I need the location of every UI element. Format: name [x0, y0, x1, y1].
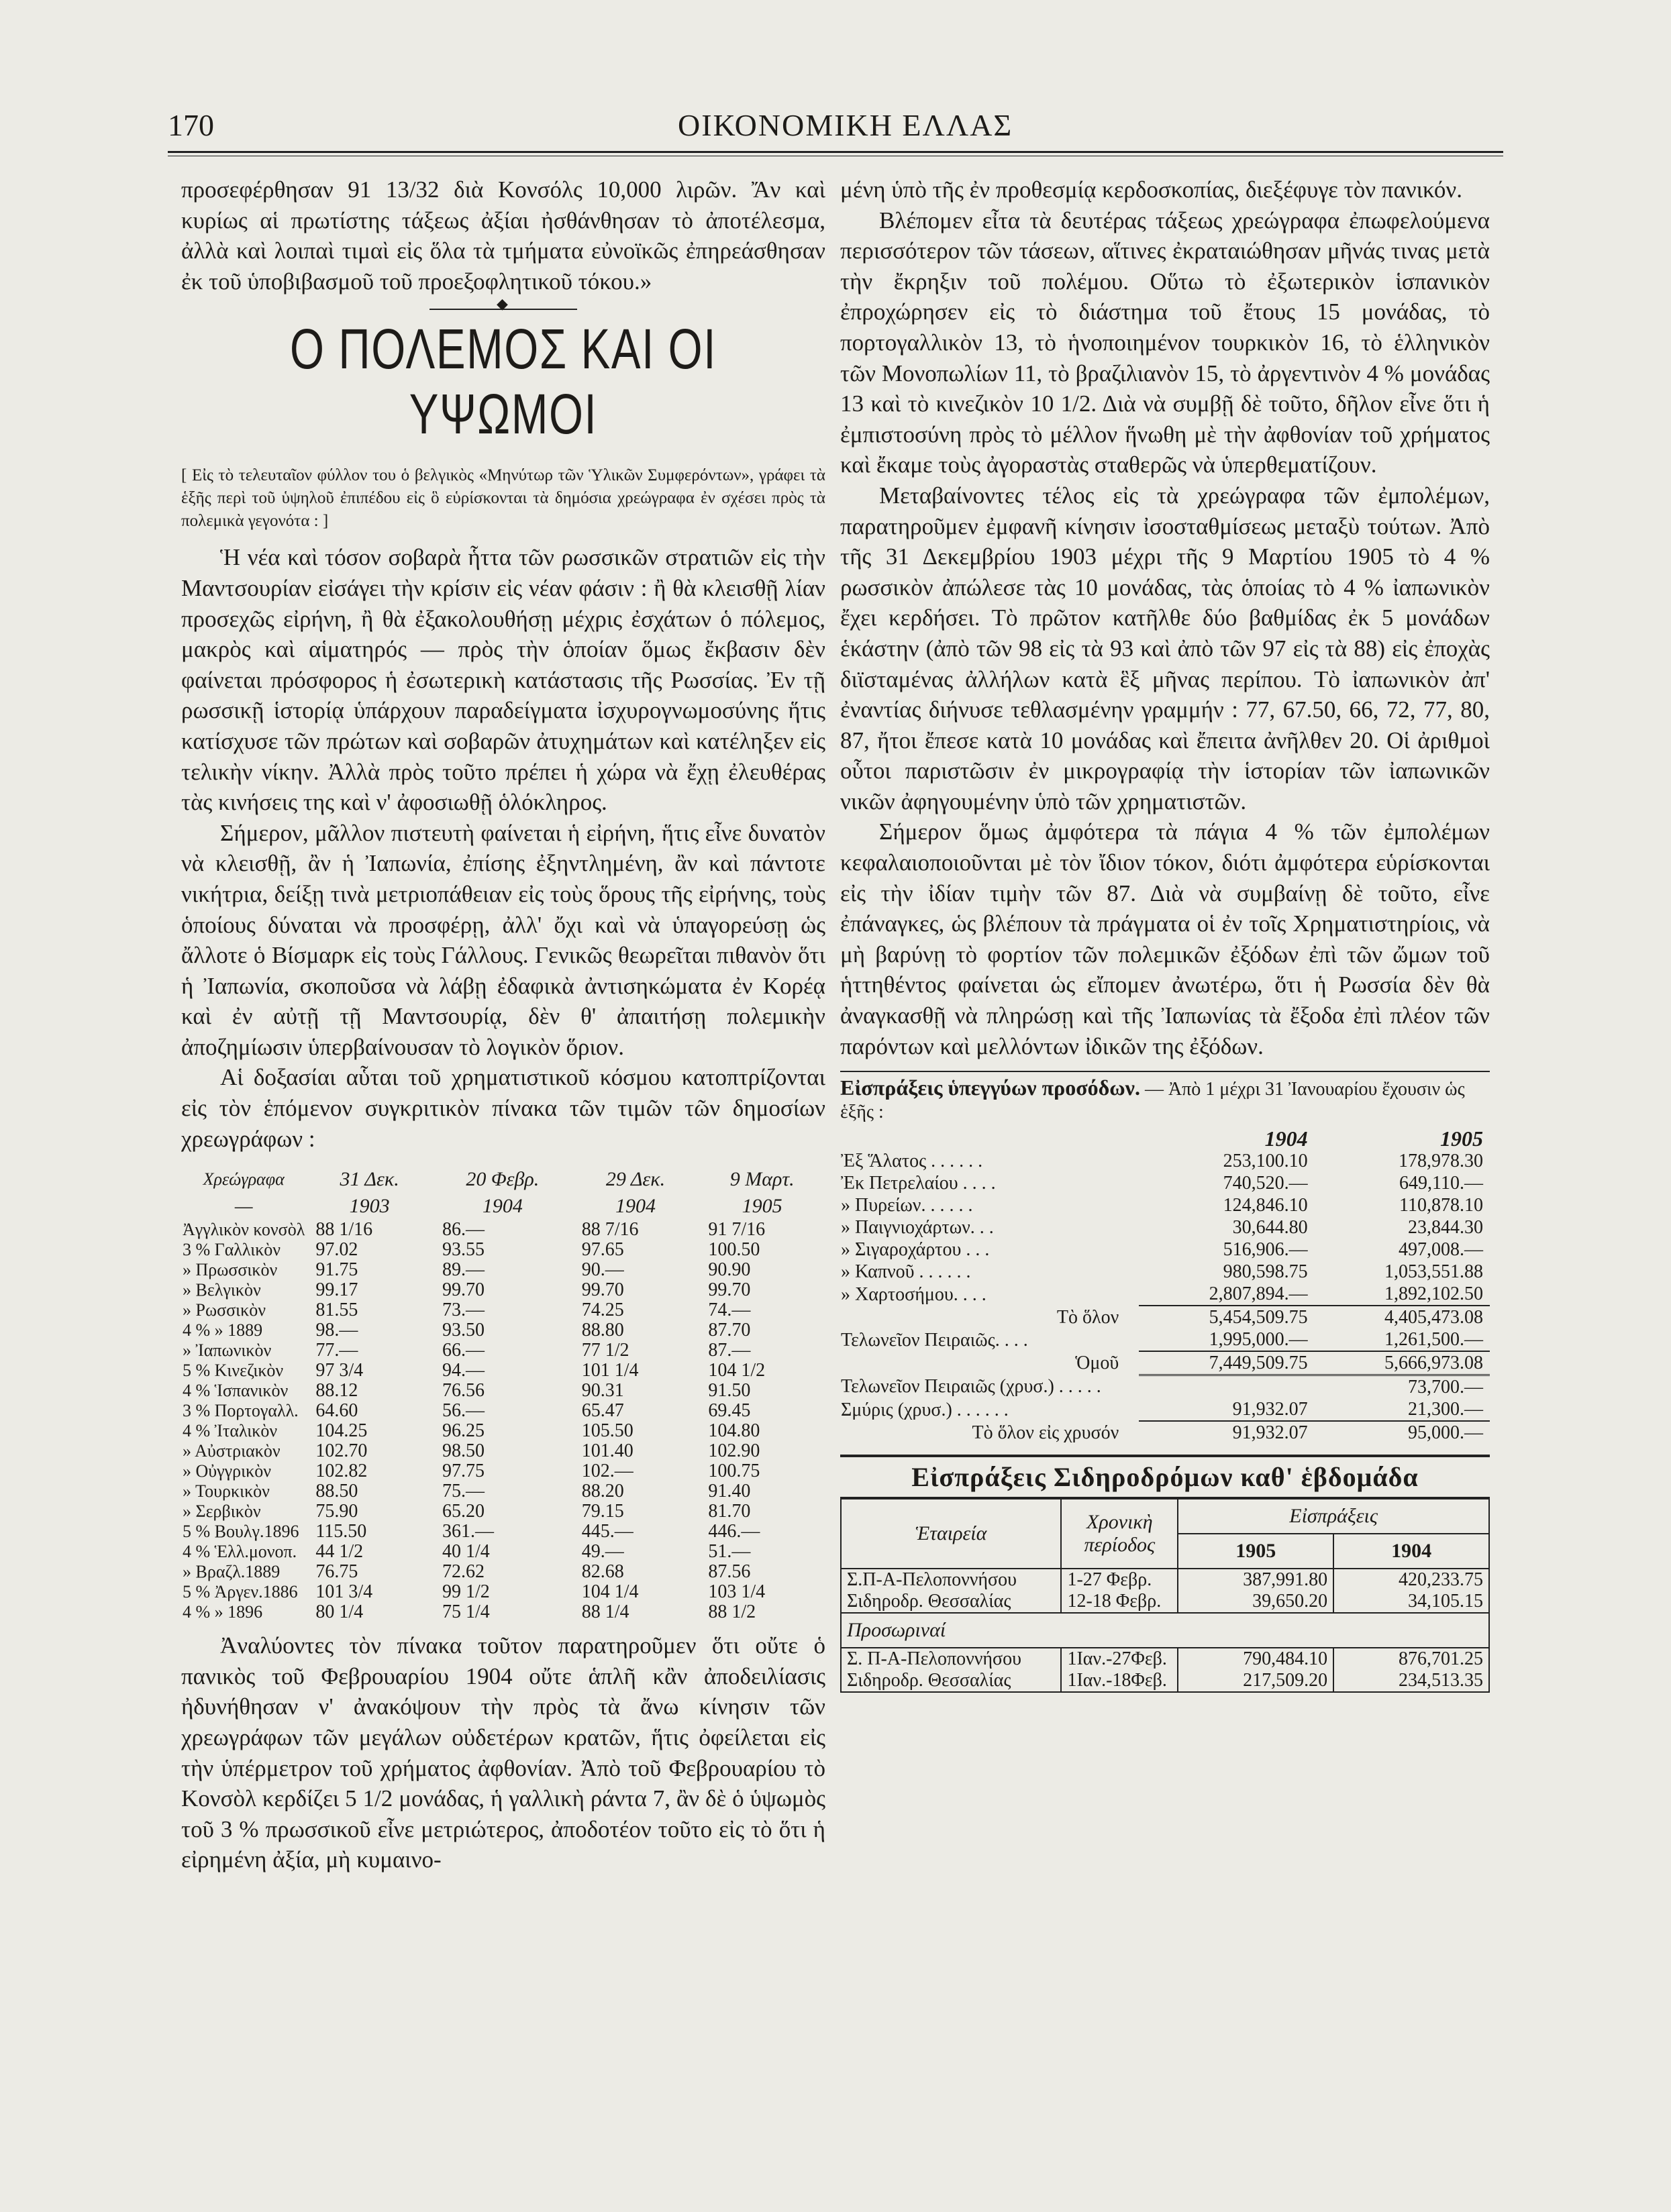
bond-price: 93.50: [442, 1320, 485, 1341]
gold-item: Τελωνεῖον Πειραιῶς (χρυσ.) . . . . .: [841, 1376, 1101, 1398]
railway-col-company: Ἑταιρεία: [841, 1499, 1061, 1569]
table-row: [840, 1216, 1490, 1239]
railway-table: [840, 1498, 1490, 1693]
revenue-value: 649,110.—: [1399, 1173, 1483, 1194]
gold-item: Σμύρις (χρυσ.) . . . . . .: [841, 1399, 1009, 1420]
revenue-value: 980,598.75: [1223, 1261, 1308, 1283]
bond-name: 3 % Πορτογαλλ.: [183, 1401, 299, 1421]
intro-paragraph: προσεφέρθησαν 91 13/32 διὰ Κονσόλς 10,000 λιρῶν. Ἄν καὶ κυρίως αἱ πρωτίστης τάξεως ἀξίαι ἠσθάνθησαν τὸ ἀποτέλεσμα, ἀλλὰ καὶ λοιπαὶ τιμαὶ εἰς ὅλα τὰ τμήματα εὐνοϊκῶς ἐπηρεάσθησαν ἐκ τοῦ ὑποβιβασμοῦ τοῦ προεξοφλητικοῦ τόκου.»: [181, 176, 825, 295]
revenue-value: 110,878.10: [1399, 1195, 1483, 1216]
bond-price: 90.31: [581, 1380, 624, 1402]
table-row: [840, 1194, 1490, 1216]
paragraph-3: Αἱ δοξασίαι αὗται τοῦ χρηματιστικοῦ κόσμου κατοπτρίζονται εἰς τὸν ἑπόμενον συγκριτικὸν πίνακα τῶν τιμῶν τῶν δημοσίων χρεωγράφων :: [181, 1064, 825, 1152]
bond-price: 88 1/2: [708, 1601, 756, 1623]
bond-name: » Οὐγγρικὸν: [183, 1461, 271, 1481]
railway-receipt: 876,701.25: [1333, 1648, 1489, 1670]
bond-price: 103 1/4: [708, 1581, 766, 1603]
bond-name: 5 % Ἀργεν.1886: [183, 1582, 298, 1602]
bond-price: 91 7/16: [708, 1219, 766, 1241]
revenue-value: 124,846.10: [1223, 1195, 1308, 1216]
bond-price: 105.50: [581, 1420, 634, 1442]
railway-receipt: 39,650.20: [1178, 1591, 1333, 1613]
railway-receipt: 790,484.10: [1178, 1648, 1333, 1670]
bond-price: 91.75: [315, 1259, 358, 1281]
railway-company: Σιδηροδρ. Θεσσαλίας: [841, 1591, 1061, 1613]
bond-price: 90.—: [581, 1259, 624, 1281]
railway-col-period: Χρονικὴ περίοδος: [1061, 1499, 1178, 1569]
bond-name: 4 % Ἱσπανικὸν: [183, 1381, 289, 1401]
bond-price: 96.25: [442, 1420, 485, 1442]
bond-price: 100.75: [708, 1461, 760, 1482]
railway-col-receipts: Εἰσπράξεις: [1178, 1499, 1489, 1534]
bond-price: 102.90: [708, 1440, 760, 1462]
revenue-value: 1,053,551.88: [1384, 1261, 1483, 1283]
bond-price: 40 1/4: [442, 1541, 490, 1563]
bond-price: 76.75: [315, 1561, 358, 1583]
bond-price: 88 7/16: [581, 1219, 639, 1241]
table-row: [181, 1381, 825, 1401]
bond-price: 100.50: [708, 1239, 760, 1261]
bond-price: 65.20: [442, 1501, 485, 1522]
revenue-rows: [840, 1150, 1490, 1306]
bond-price: 88.50: [315, 1481, 358, 1502]
bond-price: 89.—: [442, 1259, 485, 1281]
bond-name: » Τουρκικὸν: [183, 1481, 270, 1502]
table-row: [841, 1648, 1489, 1670]
table-row: [181, 1502, 825, 1522]
bond-name: Ἀγγλικὸν κονσὸλ: [183, 1220, 305, 1240]
bond-price: 79.15: [581, 1501, 624, 1522]
bond-price: 64.60: [315, 1400, 358, 1422]
bond-price: 49.—: [581, 1541, 624, 1563]
railway-provisional-rows: [841, 1648, 1489, 1692]
revenue-value: 740,520.—: [1223, 1173, 1308, 1194]
table-row: [181, 1320, 825, 1340]
gold-total: 91,932.07: [1139, 1421, 1314, 1444]
bond-name: » Ἰαπωνικὸν: [183, 1340, 272, 1361]
table-row: [181, 1260, 825, 1280]
bond-price: 51.—: [708, 1541, 751, 1563]
table-row: [841, 1591, 1489, 1613]
revenue-value: 497,008.—: [1399, 1239, 1483, 1261]
paragraph-1: Ἡ νέα καὶ τόσον σοβαρὰ ἧττα τῶν ρωσσικῶν στρατιῶν εἰς τὴν Μαντσουρίαν εἰσάγει τὴν κρίσιν εἰς νέαν φάσιν : ἢ θὰ κλεισθῇ λίαν προσεχῶς εἰρήνη, ἢ θὰ ἐξακολουθήσῃ μέχρις ἐσχάτων ὁ πόλεμος, μακρὸς καὶ αἱματηρός — πρὸς τὴν ὁποίαν ὅμως ἔκβασιν δὲν φαίνεται πρόσφορος ἡ ἐσωτερικὴ κατάστασις τῆς Ρωσσίας. Ἐν τῇ ρωσσικῇ ἱστορίᾳ ὑπάρχουν παραδείγματα ἰσχυρογνωμοσύνης ἥτις κατίσχυσε τῶν πρώτων καὶ σοβαρῶν ἀτυχημάτων καὶ κατέληξεν εἰς τελικὴν νίκην. Ἀλλὰ πρὸς τοῦτο πρέπει ἡ χώρα νὰ ἔχῃ ἐλευθέρας τὰς κινήσεις της καὶ ν' ἀφοσιωθῇ ὁλόκληρος.: [181, 544, 825, 816]
table-row: [841, 1670, 1489, 1692]
bond-price: 102.82: [315, 1461, 368, 1482]
piraeus-value: 1,995,000.—: [1209, 1329, 1308, 1351]
bond-name: » Βραζλ.1889: [183, 1562, 281, 1582]
bond-price: 73.—: [442, 1300, 485, 1321]
railway-period: 12-18 Φεβρ.: [1061, 1591, 1178, 1613]
bond-price: 97 3/4: [315, 1360, 364, 1381]
revenue-total: 4,405,473.08: [1315, 1306, 1490, 1328]
bond-price: 75 1/4: [442, 1601, 490, 1623]
left-column: [181, 174, 825, 1875]
bond-price: 66.—: [442, 1340, 485, 1361]
col-year: 1904: [482, 1195, 523, 1218]
bond-price: 104 1/2: [708, 1360, 766, 1381]
table-row: [181, 1481, 825, 1502]
bond-price: 88.12: [315, 1380, 358, 1402]
railway-receipt: 420,233.75: [1333, 1569, 1489, 1591]
revenue-item: » Παιγνιοχάρτων. . .: [841, 1217, 994, 1239]
bond-name: » Ρωσσικὸν: [183, 1300, 266, 1320]
bond-name: » Αὐστριακὸν: [183, 1441, 281, 1461]
revenue-section: [840, 1071, 1490, 1444]
paragraph-2: Σήμερον, μᾶλλον πιστευτὴ φαίνεται ἡ εἰρήνη, ἥτις εἶνε δυνατὸν νὰ κλεισθῇ, ἂν ἡ Ἰαπωνία, ἐπίσης ἐξηντλημένη, ἂν καὶ πάντοτε νικήτρια, δείξῃ τινὰ μετριοπάθειαν εἰς τοὺς ὅρους τῆς εἰρήνης, τοὺς ὁποίους δύναται νὰ προσφέρῃ, ἀλλ' ὄχι καὶ νὰ ὑπαγορεύσῃ ὡς ἄλλοτε ὁ Βίσμαρκ εἰς τοὺς Γάλλους. Γενικῶς θεωρεῖται πιθανὸν ὅτι ἡ Ἰαπωνία, σκοποῦσα νὰ λάβῃ ἐδαφικὰ ἀντισηκώματα ἐν Κορέᾳ καὶ ἐν αὐτῇ τῇ Μαντσουρίᾳ, δὲν θ' ἀπαιτήσῃ πολεμικὴν ἀποζημίωσιν ὑπερβαίνουσαν τὸ λογικὸν ὅριον.: [181, 819, 825, 1060]
table-row: [181, 1220, 825, 1240]
bond-price: 80 1/4: [315, 1601, 364, 1623]
bond-price: 65.47: [581, 1400, 624, 1422]
bond-price: 99.70: [708, 1279, 751, 1301]
revenue-item: » Σιγαροχάρτου . . .: [841, 1239, 990, 1261]
table-row: [181, 1300, 825, 1320]
gold-value: 91,932.07: [1232, 1399, 1308, 1420]
bond-price: 87.—: [708, 1340, 751, 1361]
bond-price: 74.—: [708, 1300, 751, 1321]
bond-price: 445.—: [581, 1521, 634, 1542]
bond-name: 5 % Κινεζικὸν: [183, 1361, 284, 1381]
revenue-total-label: Τὸ ὅλον: [1056, 1306, 1119, 1328]
bond-price: 88 1/4: [581, 1601, 629, 1623]
bond-price: 104 1/4: [581, 1581, 639, 1603]
table-row: [840, 1261, 1490, 1283]
bond-price: 104.80: [708, 1420, 760, 1442]
gold-value: 73,700.—: [1408, 1377, 1483, 1398]
bond-name: » Πρωσσικὸν: [183, 1260, 278, 1280]
table-row: [181, 1461, 825, 1481]
railway-receipt: 217,509.20: [1178, 1670, 1333, 1692]
railway-company: Σ. Π-Α-Πελοποννήσου: [841, 1648, 1061, 1670]
bond-price: 102.—: [581, 1461, 634, 1482]
bond-price: 97.75: [442, 1461, 485, 1482]
right-column: [840, 174, 1490, 1693]
table-row: [181, 1240, 825, 1260]
railway-period: 1Ιαν.-27Φεβ.: [1061, 1648, 1178, 1670]
section-separator: [429, 309, 577, 310]
table-row: [840, 1239, 1490, 1261]
revenue-value: 253,100.10: [1223, 1151, 1308, 1172]
revenue-item: » Χαρτοσήμου. . . .: [841, 1283, 986, 1305]
bond-price: 94.—: [442, 1360, 485, 1381]
revenue-subtitle: — Ἀπὸ 1 μέχρι 31 Ἰανουαρίου ἔχουσιν ὡς ἑξῆς :: [840, 1079, 1465, 1123]
table-row: [840, 1398, 1490, 1421]
revenue-item: Ἐκ Πετρελαίου . . . .: [841, 1173, 996, 1194]
bond-price-table: [181, 1166, 825, 1622]
revenue-item: Ἐξ Ἅλατος . . . . . .: [841, 1151, 983, 1172]
gold-rows: [840, 1375, 1490, 1422]
table-row: [181, 1441, 825, 1461]
bond-price: 72.62: [442, 1561, 485, 1583]
article-heading: Ο ΠΟΛΕΜΟΣ ΚΑΙ ΟΙ ΥΨΩΜΟΙ: [290, 317, 717, 446]
bond-name: » Σερβικὸν: [183, 1502, 261, 1522]
railway-year: 1904: [1333, 1534, 1489, 1569]
bond-price: 101 3/4: [315, 1581, 373, 1603]
right-paragraph-4: Σήμερον ὅμως ἀμφότερα τὰ πάγια 4 % τῶν ἐμπολέμων κεφαλαιοποιοῦνται μὲ τὸν ἴδιον τόκον, διότι ἀμφότερα εὑρίσκονται εἰς τὴν ἰδίαν τιμὴν τῶν 87. Διὰ νὰ συμβαίνῃ δὲ τοῦτο, εἶνε ἐπάναγκες, ὡς βλέπουν τὰ πράγματα οἱ ἐν τοῖς Χρηματιστηρίοις, νὰ μὴ βαρύνῃ τὸ φορτίον τῶν πολεμικῶν ἐξόδων ἐπὶ τῶν ὤμων τοῦ ἡττηθέντος φαίνεται ὡς εἴπομεν ἀνωτέρω, ὅτι ἡ Ρωσσία δὲν θὰ ἀναγκασθῇ νὰ πληρώσῃ καὶ τῆς Ἰαπωνίας τὰ ἔξοδα ἐπὶ πλέον τῶν παρόντων καὶ μελλόντων ἰδικῶν της ἐξόδων.: [840, 819, 1490, 1059]
revenue-value: 23,844.30: [1408, 1217, 1483, 1239]
table-row: [181, 1401, 825, 1421]
table-row: [181, 1340, 825, 1361]
table-row: [181, 1542, 825, 1562]
provisional-label: Προσωριναί: [841, 1613, 1489, 1648]
bond-price: 91.50: [708, 1380, 751, 1402]
bond-price: 91.40: [708, 1481, 751, 1502]
gold-value: [1139, 1375, 1314, 1399]
table-row: [840, 1283, 1490, 1306]
bond-name: » Βελγικὸν: [183, 1280, 261, 1300]
omou-value: 5,666,973.08: [1315, 1351, 1490, 1375]
col-header: 20 Φεβρ.: [466, 1168, 540, 1191]
editor-note: [ Εἰς τὸ τελευταῖον φύλλον του ὁ βελγικὸς «Μηνύτωρ τῶν Ὑλικῶν Συμφερόντων», γράφει τὰ ἑξῆς περὶ τοῦ ὑψηλοῦ ἐπιπέδου εἰς ὃ εὑρίσκονται τὰ δημόσια χρεώγραφα ἐν σχέσει πρὸς τὰ πολεμικὰ γεγονότα : ]: [181, 466, 825, 531]
table-row: [181, 1562, 825, 1582]
col-header: 9 Μαρτ.: [729, 1168, 795, 1191]
bond-name: 4 % » 1896: [183, 1602, 263, 1622]
paragraph-4: Ἀναλύοντες τὸν πίνακα τοῦτον παρατηροῦμεν ὅτι οὔτε ὁ πανικὸς τοῦ Φεβρουαρίου 1904 οὔτε ἁπλῆ κἂν ἀποδειλίασις ἠδυνήθησαν ν' ἀνακόψουν τὴν πρὸς τὰ ἄνω κίνησιν τῶν χρεωγράφων τῶν μεγάλων οὐδετέρων κρατῶν, ἥτις ὀφείλεται εἰς τὴν ὑπέρμετρον τοῦ χρήματος ἀφθονίαν. Ἀπὸ τοῦ Φεβρουαρίου τὸ Κονσὸλ κερδίζει 5 1/2 μονάδας, ἡ γαλλικὴ ράντα 7, ἂν δὲ ὁ ὑψωμὸς τοῦ 3 % πρωσσικοῦ εἶνε μετριώτερος, ἀποδοτέον τοῦτο εἰς τὸ ὅτι ἡ εἰρημένη ἀξία, μὴ κυμαινο-: [181, 1632, 825, 1873]
table-row: [181, 1421, 825, 1441]
railway-company: Σ.Π-Α-Πελοποννήσου: [841, 1569, 1061, 1591]
bond-name: 4 % » 1889: [183, 1320, 263, 1340]
col-header: Χρεώγραφα: [203, 1169, 285, 1190]
bond-price: 87.70: [708, 1320, 751, 1341]
bond-price: 88 1/16: [315, 1219, 373, 1241]
bond-price: 82.68: [581, 1561, 624, 1583]
header-rule: [168, 151, 1503, 153]
table-row: [840, 1150, 1490, 1172]
revenue-item: » Καπνοῦ . . . . . .: [841, 1261, 971, 1283]
table-row: [181, 1582, 825, 1602]
bond-price: 99.70: [442, 1279, 485, 1301]
bond-price: 446.—: [708, 1521, 760, 1542]
col-year: —: [234, 1195, 253, 1218]
revenue-value: 178,978.30: [1399, 1151, 1483, 1172]
railway-year: 1905: [1178, 1534, 1333, 1569]
revenue-value: 30,644.80: [1232, 1217, 1308, 1239]
bond-price: 74.25: [581, 1300, 624, 1321]
omou-value: 7,449,509.75: [1139, 1351, 1314, 1375]
col-year: 1903: [349, 1195, 390, 1218]
bond-price: 86.—: [442, 1219, 485, 1241]
railway-period: 1Ιαν.-18Φεβ.: [1061, 1670, 1178, 1692]
revenue-table: [840, 1128, 1490, 1444]
table-row: [181, 1602, 825, 1622]
railway-rows: [841, 1569, 1489, 1613]
bond-price: 97.02: [315, 1239, 358, 1261]
railway-receipt: 234,513.35: [1333, 1670, 1489, 1692]
revenue-value: 1,892,102.50: [1384, 1283, 1483, 1305]
right-paragraph-2: Βλέπομεν εἶτα τὰ δευτέρας τάξεως χρεώγραφα ἐπωφελούμενα περισσότερον τῶν τάσεων, αἵτινες ἐκραταιώθησαν μῆνάς τινας μετὰ τὴν ἔκρηξιν τοῦ πολέμου. Οὕτω τὸ ἐξωτερικὸν ἱσπανικὸν ἐπροχώρησεν εἰς τὸ διάστημα τοῦ ἔτους 15 μονάδας, τὸ πορτογαλλικὸν 13, τὸ ἡνοποιημένον τουρκικὸν 16, τὸ ἑλληνικὸν τῶν Μονοπωλίων 11, τὸ βραζιλιανὸν 15, τὸ ἀργεντινὸν 4 % μονάδας 13 καὶ τὸ κινεζικὸν 10 1/2. Διὰ νὰ συμβῇ δὲ τοῦτο, δῆλον εἶνε ὅτι ἡ ἐμπιστοσύνη πρὸς τὸ μέλλον ἥνωθη μὲ τὴν ἀφθονίαν τοῦ χρήματος καὶ ἔκαμε τοὺς ἀγοραστὰς σταθερῶς νὰ ὑπερθεματίζουν.: [840, 207, 1490, 478]
bond-price: 76.56: [442, 1380, 485, 1402]
bond-name: 5 % Βουλγ.1896: [183, 1522, 299, 1542]
col-year: 1905: [742, 1195, 782, 1218]
revenue-item: » Πυρείων. . . . . .: [841, 1195, 973, 1216]
revenue-value: 516,906.—: [1223, 1239, 1308, 1261]
bond-price: 75.—: [442, 1481, 485, 1502]
railway-period: 1-27 Φεβρ.: [1061, 1569, 1178, 1591]
bond-price: 88.80: [581, 1320, 624, 1341]
revenue-value: 2,807,894.—: [1209, 1283, 1308, 1305]
bond-price: 102.70: [315, 1440, 368, 1462]
gold-total: 95,000.—: [1315, 1421, 1490, 1444]
revenue-year: 1905: [1440, 1126, 1483, 1151]
bond-price: 104.25: [315, 1420, 368, 1442]
revenue-heading: [840, 1076, 1490, 1124]
piraeus-label: Τελωνεῖον Πειραιῶς. . . .: [841, 1329, 1028, 1351]
bond-price: 69.45: [708, 1400, 751, 1422]
col-header: 31 Δεκ.: [340, 1168, 399, 1191]
bond-price: 56.—: [442, 1400, 485, 1422]
bond-price: 87.56: [708, 1561, 751, 1583]
railway-title: Εἰσπράξεις Σιδηροδρόμων καθ' ἑβδομάδα: [840, 1455, 1490, 1498]
right-paragraph-3: Μεταβαίνοντες τέλος εἰς τὰ χρεώγραφα τῶν ἐμπολέμων, παρατηροῦμεν ἐμφανῆ κίνησιν ἰσοσταθμίσεως μεταξὺ τούτων. Ἀπὸ τῆς 31 Δεκεμβρίου 1903 μέχρι τῆς 9 Μαρτίου 1905 τὸ 4 % ρωσσικὸν ἀπώλεσε τὰς 10 μονάδας, τὰς ὁποίας τὸ 4 % ἰαπωνικὸν ἔχει κερδήσει. Τὸ πρῶτον κατῆλθε δύο βαθμίδας ἐκ 5 μονάδων ἑκάστην (ἀπὸ τῶν 98 εἰς τὰ 93 καὶ ἀπὸ τῶν 97 εἰς τὰ 88) εἰς ἐποχὰς διϊσταμένας ἀλλήλων κατὰ ἓξ μῆνας περίπου. Τὸ ἰαπωνικὸν ἀπ' ἐναντίας διήνυσε τεθλασμένην γραμμήν : 77, 67.50, 66, 72, 77, 80, 87, ἤτοι ἔπεσε κατὰ 10 μονάδας καὶ ἔπειτα ἀνῆλθεν 20. Οἱ ἀριθμοὶ οὗτοι παριστῶσιν ἐν μικρογραφίᾳ τὴν ἱστορίαν τῶν ἰαπωνικῶν νικῶν ἀφηγουμένην ὑπὸ τῶν χρηματιστῶν.: [840, 482, 1490, 814]
running-title: ΟΙΚΟΝΟΜΙΚΗ ΕΛΛΑΣ: [678, 108, 1013, 142]
railway-receipt: 387,991.80: [1178, 1569, 1333, 1591]
bond-price: 98.—: [315, 1320, 358, 1341]
revenue-total: 5,454,509.75: [1139, 1306, 1314, 1328]
table-row: [841, 1569, 1489, 1591]
bond-price: 101 1/4: [581, 1360, 639, 1381]
page-header: [168, 107, 1503, 148]
page-number: 170: [168, 108, 214, 142]
bond-price: 44 1/2: [315, 1541, 364, 1563]
bond-price: 93.55: [442, 1239, 485, 1261]
bond-table-header: [181, 1166, 825, 1193]
bond-price: 115.50: [315, 1521, 367, 1542]
table-row: [181, 1361, 825, 1381]
table-row: [840, 1375, 1490, 1399]
bond-price: 88.20: [581, 1481, 624, 1502]
railway-company: Σιδηροδρ. Θεσσαλίας: [841, 1670, 1061, 1692]
bond-table-years: [181, 1193, 825, 1220]
bond-price: 90.90: [708, 1259, 751, 1281]
bond-price: 99 1/2: [442, 1581, 490, 1603]
col-header: 29 Δεκ.: [605, 1168, 666, 1191]
bond-name: 4 % Ἰταλικὸν: [183, 1421, 278, 1441]
bond-price: 81.55: [315, 1300, 358, 1321]
gold-value: 21,300.—: [1408, 1399, 1483, 1420]
table-row: [840, 1172, 1490, 1194]
bond-name: 4 % Ἑλλ.μονοπ.: [183, 1542, 297, 1562]
bond-price: 81.70: [708, 1501, 751, 1522]
bond-price: 98.50: [442, 1440, 485, 1462]
piraeus-value: 1,261,500.—: [1384, 1329, 1483, 1351]
bond-price: 75.90: [315, 1501, 358, 1522]
gold-total-label: Τὸ ὅλον εἰς χρυσόν: [972, 1422, 1119, 1443]
railway-receipt: 34,105.15: [1333, 1591, 1489, 1613]
bond-name: 3 % Γαλλικὸν: [183, 1240, 281, 1260]
bond-price: 101.40: [581, 1440, 634, 1462]
bond-price: 361.—: [442, 1521, 494, 1542]
revenue-year: 1904: [1264, 1126, 1308, 1151]
bond-price: 99.70: [581, 1279, 624, 1301]
bond-price: 99.17: [315, 1279, 358, 1301]
omou-label: Ὁμοῦ: [1075, 1353, 1119, 1374]
bond-price: 77.—: [315, 1340, 358, 1361]
revenue-title: Εἰσπράξεις ὑπεγγύων προσόδων.: [840, 1075, 1140, 1100]
col-year: 1904: [615, 1195, 656, 1218]
bond-price: 97.65: [581, 1239, 624, 1261]
right-paragraph-1: μένη ὑπὸ τῆς ἐν προθεσμίᾳ κερδοσκοπίας, διεξέφυγε τὸν πανικόν.: [840, 176, 1462, 203]
table-row: [181, 1522, 825, 1542]
table-row: [181, 1280, 825, 1300]
bond-table-body: [181, 1220, 825, 1622]
bond-price: 77 1/2: [581, 1340, 629, 1361]
